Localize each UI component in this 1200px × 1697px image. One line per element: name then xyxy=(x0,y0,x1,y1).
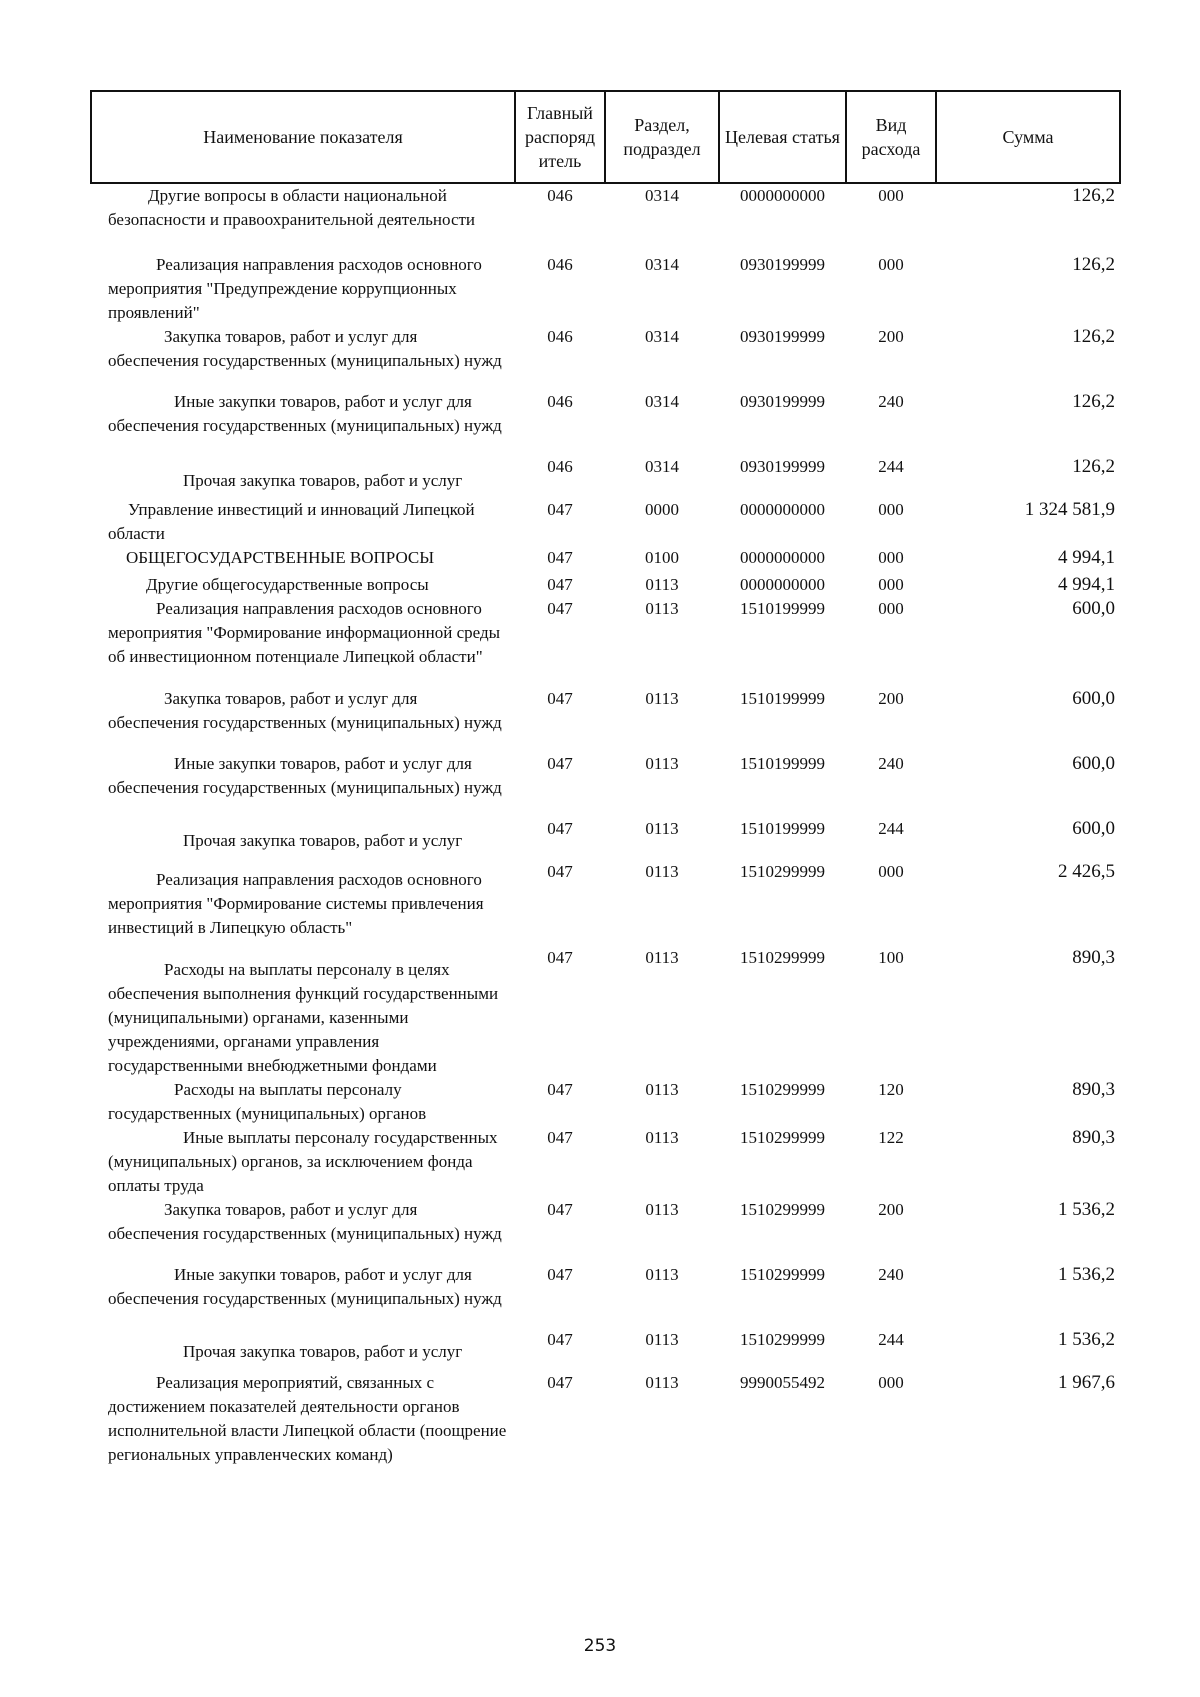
row-name: Реализация мероприятий, связанных с достижением показателей деятельности органов исполнительной власти Липецкой области (поощрение региональных управленческих команд) xyxy=(108,1373,507,1464)
row-sum: 600,0 xyxy=(1072,818,1115,839)
row-main-manager: 047 xyxy=(547,1265,573,1284)
row-section: 0314 xyxy=(645,327,679,346)
table-row xyxy=(91,1078,1120,1126)
row-expense-type: 000 xyxy=(878,599,904,618)
row-expense-type: 240 xyxy=(878,392,904,411)
row-sum: 600,0 xyxy=(1072,688,1115,709)
header-main-manager: Главный распоряд итель xyxy=(515,91,605,183)
row-target-article: 0930199999 xyxy=(740,255,825,274)
row-section: 0113 xyxy=(645,1265,679,1284)
row-expense-type: 000 xyxy=(878,255,904,274)
row-main-manager: 047 xyxy=(547,575,573,594)
row-target-article: 0930199999 xyxy=(740,327,825,346)
table-row xyxy=(91,1126,1120,1198)
table-row xyxy=(91,325,1120,390)
row-name: Закупка товаров, работ и услуг для обеспечения государственных (муниципальных) нужд xyxy=(108,689,502,732)
row-sum: 126,2 xyxy=(1072,326,1115,347)
header-section: Раздел, подраздел xyxy=(605,91,719,183)
row-target-article: 1510299999 xyxy=(740,1265,825,1284)
row-section: 0113 xyxy=(645,1200,679,1219)
table-row xyxy=(91,687,1120,752)
table-row xyxy=(91,546,1120,573)
row-expense-type: 000 xyxy=(878,548,904,567)
row-expense-type: 244 xyxy=(878,1330,904,1349)
header-sum: Сумма xyxy=(936,91,1120,183)
row-sum: 890,3 xyxy=(1072,947,1115,968)
row-main-manager: 047 xyxy=(547,548,573,567)
row-name: Иные выплаты персоналу государственных (муниципальных) органов, за исключением фонда оплаты труда xyxy=(108,1128,498,1195)
row-expense-type: 000 xyxy=(878,500,904,519)
row-main-manager: 047 xyxy=(547,862,573,881)
row-section: 0113 xyxy=(645,689,679,708)
row-main-manager: 047 xyxy=(547,1200,573,1219)
budget-table xyxy=(90,90,1121,1481)
row-section: 0113 xyxy=(645,1080,679,1099)
row-name: Закупка товаров, работ и услуг для обеспечения государственных (муниципальных) нужд xyxy=(108,327,502,370)
row-sum: 1 324 581,9 xyxy=(1024,499,1115,520)
table-row xyxy=(91,498,1120,546)
row-section: 0100 xyxy=(645,548,679,567)
row-main-manager: 047 xyxy=(547,599,573,618)
row-section: 0000 xyxy=(645,500,679,519)
row-name: Реализация направления расходов основного мероприятия "Формирование системы привлечения инвестиций в Липецкую область" xyxy=(108,870,484,937)
row-target-article: 0930199999 xyxy=(740,457,825,476)
table-row xyxy=(91,752,1120,817)
row-sum: 600,0 xyxy=(1072,598,1115,619)
row-main-manager: 046 xyxy=(547,327,573,346)
page-number: 253 xyxy=(583,1636,617,1656)
row-sum: 1 967,6 xyxy=(1058,1372,1115,1393)
row-target-article: 1510299999 xyxy=(740,1128,825,1147)
row-sum: 890,3 xyxy=(1072,1079,1115,1100)
row-section: 0113 xyxy=(645,1373,679,1392)
row-name: Прочая закупка товаров, работ и услуг xyxy=(183,471,463,490)
row-main-manager: 047 xyxy=(547,689,573,708)
table-header xyxy=(91,91,1120,183)
row-expense-type: 244 xyxy=(878,457,904,476)
table-row xyxy=(91,1328,1120,1371)
row-section: 0113 xyxy=(645,575,679,594)
row-name: Расходы на выплаты персоналу государственных (муниципальных) органов xyxy=(108,1080,427,1123)
row-main-manager: 047 xyxy=(547,754,573,773)
row-target-article: 1510299999 xyxy=(740,1330,825,1349)
row-sum: 126,2 xyxy=(1072,254,1115,275)
row-main-manager: 046 xyxy=(547,392,573,411)
header-name: Наименование показателя xyxy=(91,91,515,183)
table-row xyxy=(91,390,1120,455)
row-sum: 1 536,2 xyxy=(1058,1199,1115,1220)
row-target-article: 0000000000 xyxy=(740,186,825,205)
row-sum: 126,2 xyxy=(1072,456,1115,477)
row-section: 0113 xyxy=(645,862,679,881)
row-name: Управление инвестиций и инноваций Липецкой области xyxy=(108,500,475,543)
row-section: 0113 xyxy=(645,1330,679,1349)
row-main-manager: 047 xyxy=(547,1128,573,1147)
row-expense-type: 100 xyxy=(878,948,904,967)
table-row xyxy=(91,183,1120,253)
row-section: 0314 xyxy=(645,255,679,274)
row-sum: 600,0 xyxy=(1072,753,1115,774)
row-sum: 126,2 xyxy=(1072,185,1115,206)
row-target-article: 0930199999 xyxy=(740,392,825,411)
table-row xyxy=(91,455,1120,498)
table-row xyxy=(91,946,1120,1078)
row-section: 0113 xyxy=(645,1128,679,1147)
row-section: 0113 xyxy=(645,599,679,618)
row-expense-type: 200 xyxy=(878,689,904,708)
row-main-manager: 046 xyxy=(547,255,573,274)
row-expense-type: 240 xyxy=(878,1265,904,1284)
row-target-article: 1510299999 xyxy=(740,948,825,967)
row-main-manager: 047 xyxy=(547,1373,573,1392)
row-expense-type: 000 xyxy=(878,186,904,205)
row-sum: 4 994,1 xyxy=(1058,547,1115,568)
table-row xyxy=(91,1198,1120,1263)
row-expense-type: 200 xyxy=(878,327,904,346)
row-name: Другие вопросы в области национальной безопасности и правоохранительной деятельности xyxy=(108,186,476,229)
table-row xyxy=(91,1371,1120,1481)
row-sum: 126,2 xyxy=(1072,391,1115,412)
row-main-manager: 047 xyxy=(547,1330,573,1349)
row-expense-type: 000 xyxy=(878,1373,904,1392)
row-sum: 4 994,1 xyxy=(1058,574,1115,595)
row-name: Реализация направления расходов основного мероприятия "Предупреждение коррупционных проявлений" xyxy=(108,255,482,322)
row-section: 0113 xyxy=(645,819,679,838)
row-expense-type: 122 xyxy=(878,1128,904,1147)
row-target-article: 9990055492 xyxy=(740,1373,825,1392)
row-expense-type: 000 xyxy=(878,575,904,594)
row-section: 0314 xyxy=(645,457,679,476)
table-row xyxy=(91,817,1120,860)
row-name: ОБЩЕГОСУДАРСТВЕННЫЕ ВОПРОСЫ xyxy=(126,548,435,567)
row-expense-type: 200 xyxy=(878,1200,904,1219)
row-name: Иные закупки товаров, работ и услуг для обеспечения государственных (муниципальных) нужд xyxy=(108,754,502,797)
row-sum: 890,3 xyxy=(1072,1127,1115,1148)
row-expense-type: 240 xyxy=(878,754,904,773)
row-main-manager: 047 xyxy=(547,500,573,519)
row-target-article: 0000000000 xyxy=(740,548,825,567)
document-page xyxy=(90,90,1119,1481)
row-expense-type: 120 xyxy=(878,1080,904,1099)
row-target-article: 1510199999 xyxy=(740,819,825,838)
row-target-article: 0000000000 xyxy=(740,575,825,594)
row-main-manager: 046 xyxy=(547,186,573,205)
header-target-article: Целевая статья xyxy=(719,91,846,183)
row-target-article: 1510299999 xyxy=(740,862,825,881)
row-section: 0113 xyxy=(645,948,679,967)
row-target-article: 0000000000 xyxy=(740,500,825,519)
row-name: Закупка товаров, работ и услуг для обеспечения государственных (муниципальных) нужд xyxy=(108,1200,502,1243)
row-section: 0314 xyxy=(645,392,679,411)
table-row xyxy=(91,597,1120,687)
table-row xyxy=(91,573,1120,597)
table-row xyxy=(91,1263,1120,1328)
table-row xyxy=(91,253,1120,325)
row-name: Прочая закупка товаров, работ и услуг xyxy=(183,1342,463,1361)
row-sum: 1 536,2 xyxy=(1058,1329,1115,1350)
row-target-article: 1510199999 xyxy=(740,599,825,618)
row-target-article: 1510299999 xyxy=(740,1200,825,1219)
row-sum: 1 536,2 xyxy=(1058,1264,1115,1285)
table-body xyxy=(91,183,1120,1481)
row-name: Расходы на выплаты персоналу в целях обеспечения выполнения функций государственными (муниципальными) органами, казенными учреждениями, органами управления государственными внебюджетными фондами xyxy=(108,960,499,1075)
row-expense-type: 000 xyxy=(878,862,904,881)
row-expense-type: 244 xyxy=(878,819,904,838)
row-name: Иные закупки товаров, работ и услуг для обеспечения государственных (муниципальных) нужд xyxy=(108,1265,502,1308)
row-name: Другие общегосударственные вопросы xyxy=(146,575,429,594)
row-target-article: 1510299999 xyxy=(740,1080,825,1099)
row-section: 0314 xyxy=(645,186,679,205)
row-main-manager: 047 xyxy=(547,819,573,838)
row-sum: 2 426,5 xyxy=(1058,861,1115,882)
header-expense-type: Вид расхода xyxy=(846,91,936,183)
row-name: Реализация направления расходов основного мероприятия "Формирование информационной среды об инвестиционном потенциале Липецкой области" xyxy=(108,599,501,666)
row-section: 0113 xyxy=(645,754,679,773)
table-row xyxy=(91,860,1120,946)
row-name: Иные закупки товаров, работ и услуг для обеспечения государственных (муниципальных) нужд xyxy=(108,392,502,435)
row-main-manager: 047 xyxy=(547,1080,573,1099)
row-target-article: 1510199999 xyxy=(740,689,825,708)
row-main-manager: 046 xyxy=(547,457,573,476)
row-main-manager: 047 xyxy=(547,948,573,967)
row-target-article: 1510199999 xyxy=(740,754,825,773)
row-name: Прочая закупка товаров, работ и услуг xyxy=(183,831,463,850)
